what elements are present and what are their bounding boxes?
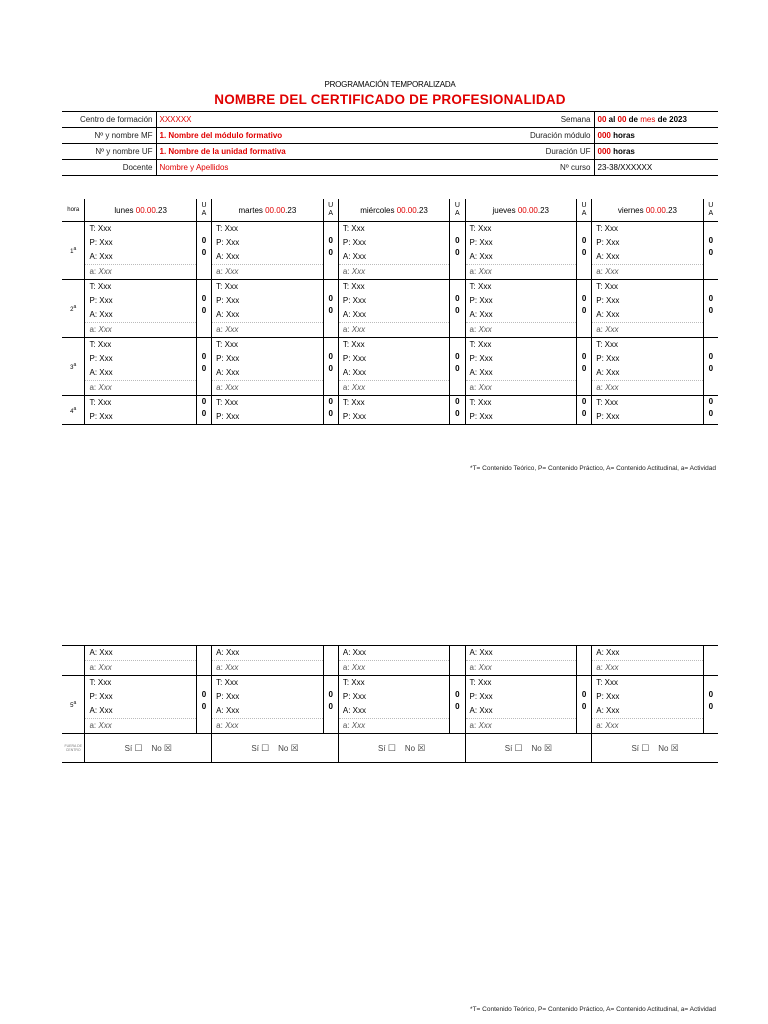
schedule-cell xyxy=(338,676,449,734)
content-t: T: Xxx xyxy=(342,282,365,291)
yes-no-cell: Sí ☐ No ☒ xyxy=(465,734,592,763)
uf-label: Nº y nombre UF xyxy=(62,144,156,160)
ua-cell: 0 0 xyxy=(708,397,714,418)
ua-cell: 0 0 xyxy=(576,222,591,280)
content-t: T: Xxx xyxy=(469,282,492,291)
ua-cell: 0 0 xyxy=(323,222,338,280)
content-t: T: Xxx xyxy=(342,224,365,233)
mf-value: 1. Nombre del módulo formativo xyxy=(156,128,466,144)
content-p: P: Xxx xyxy=(596,692,620,701)
activity-line: a: Xxx xyxy=(212,718,322,733)
activity-line: a: Xxx xyxy=(592,660,702,675)
content-a: A: Xxx xyxy=(89,310,113,319)
ua-cell: 0 0 xyxy=(196,338,211,396)
yes-checkbox[interactable]: ☐ xyxy=(514,742,523,753)
schedule-cell xyxy=(212,280,323,338)
schedule-cell xyxy=(85,338,196,396)
day-header-3: jueves 00.00.23 xyxy=(465,199,576,222)
activity-line: a: Xxx xyxy=(592,322,702,337)
no-checkbox[interactable]: ☒ xyxy=(290,742,299,753)
curso-label: Nº curso xyxy=(466,160,594,176)
content-a: A: Xxx xyxy=(342,310,366,319)
content-p: P: Xxx xyxy=(216,692,240,701)
schedule-cell xyxy=(85,222,196,280)
ua-header: U A xyxy=(703,199,718,222)
content-p: P: Xxx xyxy=(89,412,113,421)
ua-cell: 0 0 xyxy=(323,280,338,338)
content-p: P: Xxx xyxy=(469,296,493,305)
content-p: P: Xxx xyxy=(469,692,493,701)
hour-number xyxy=(62,646,85,676)
activity-line: a: Xxx xyxy=(466,660,576,675)
activity-line: a: Xxx xyxy=(212,264,322,279)
activity-line: a: Xxx xyxy=(592,380,702,395)
ua-cell: 0 0 xyxy=(196,222,211,280)
schedule-cell xyxy=(212,676,323,734)
content-t: T: Xxx xyxy=(342,398,365,407)
content-t: T: Xxx xyxy=(89,398,112,407)
schedule-row xyxy=(62,396,718,425)
content-t: T: Xxx xyxy=(342,678,365,687)
content-t: T: Xxx xyxy=(469,398,492,407)
yes-no-cell: Sí ☐ No ☒ xyxy=(85,734,212,763)
schedule-table-page2 xyxy=(62,645,718,763)
curso-value: 23-38/XXXXXX xyxy=(594,160,718,176)
ua-cell: 0 0 xyxy=(576,280,591,338)
hour-number: 1$^a$ xyxy=(62,222,85,280)
ua-header: U A xyxy=(196,199,211,222)
content-t: T: Xxx xyxy=(216,340,238,349)
ua-cell xyxy=(196,646,211,676)
schedule-cell xyxy=(592,338,703,396)
content-a: A: Xxx xyxy=(469,310,493,319)
content-p: P: Xxx xyxy=(216,238,240,247)
yes-no-cell: Sí ☐ No ☒ xyxy=(212,734,339,763)
content-a: A: Xxx xyxy=(89,368,113,377)
schedule-header-row xyxy=(62,199,718,222)
content-a: A: Xxx xyxy=(596,648,620,657)
content-p: P: Xxx xyxy=(469,238,493,247)
content-t: T: Xxx xyxy=(469,678,492,687)
hora-header: hora xyxy=(62,199,85,222)
content-p: P: Xxx xyxy=(342,238,366,247)
hour-number: 5$^a$ xyxy=(62,676,85,734)
activity-line: a: Xxx xyxy=(212,380,322,395)
schedule-cell xyxy=(338,222,449,280)
hour-number: 2$^a$ xyxy=(62,280,85,338)
content-p: P: Xxx xyxy=(596,296,620,305)
legend-page1: *T= Contenido Teórico, P= Contenido Práctico, A= Contenido Actitudinal, a= Actividad xyxy=(470,465,716,472)
activity-line: a: Xxx xyxy=(85,718,195,733)
content-a: A: Xxx xyxy=(216,706,240,715)
schedule-cell xyxy=(338,396,449,425)
content-p: P: Xxx xyxy=(216,412,240,421)
content-t: T: Xxx xyxy=(216,224,238,233)
uf-value: 1. Nombre de la unidad formativa xyxy=(156,144,466,160)
content-p: P: Xxx xyxy=(342,354,366,363)
content-a: A: Xxx xyxy=(469,706,493,715)
schedule-cell xyxy=(465,338,576,396)
schedule-cell xyxy=(85,396,196,425)
docente-value: Nombre y Apellidos xyxy=(156,160,466,176)
content-a: A: Xxx xyxy=(596,368,620,377)
semana-value: 00 al 00 de mes de 2023 xyxy=(594,112,718,128)
ua-cell: 0 0 xyxy=(450,676,465,734)
activity-line: a: Xxx xyxy=(339,718,449,733)
content-a: A: Xxx xyxy=(216,648,240,657)
duracion-uf-label: Duración UF xyxy=(466,144,594,160)
day-header-4: viernes 00.00.23 xyxy=(592,199,703,222)
activity-line: a: Xxx xyxy=(212,660,322,675)
schedule-row xyxy=(62,222,718,280)
content-t: T: Xxx xyxy=(89,224,112,233)
hour-number: 4$^a$ xyxy=(62,396,85,425)
content-p: P: Xxx xyxy=(216,296,240,305)
schedule-cell xyxy=(338,646,449,676)
content-t: T: Xxx xyxy=(596,398,619,407)
schedule-cell xyxy=(465,676,576,734)
document-supertitle: PROGRAMACIÓN TEMPORALIZADA xyxy=(324,80,456,89)
content-a: A: Xxx xyxy=(89,252,113,261)
ua-cell xyxy=(450,646,465,676)
schedule-cell xyxy=(465,396,576,425)
content-a: A: Xxx xyxy=(596,252,620,261)
ua-cell: 0 0 xyxy=(323,676,338,734)
content-t: T: Xxx xyxy=(342,340,365,349)
yes-checkbox[interactable]: ☐ xyxy=(261,742,270,753)
ua-cell: 0 0 xyxy=(196,280,211,338)
content-t: T: Xxx xyxy=(469,224,492,233)
content-t: T: Xxx xyxy=(469,340,492,349)
activity-line: a: Xxx xyxy=(339,380,449,395)
semana-label: Semana xyxy=(466,112,594,128)
centro-value: XXXXXX xyxy=(156,112,466,128)
content-a: A: Xxx xyxy=(216,310,240,319)
day-header-1: martes 00.00.23 xyxy=(212,199,323,222)
no-checkbox[interactable]: ☒ xyxy=(163,742,172,753)
schedule-cell xyxy=(465,280,576,338)
schedule-cell xyxy=(85,646,196,676)
content-a: A: Xxx xyxy=(342,368,366,377)
yes-no-cell: Sí ☐ No ☒ xyxy=(338,734,465,763)
schedule-cell xyxy=(465,646,576,676)
schedule-cell xyxy=(212,338,323,396)
fuera-centro-label: FUERA DE CENTRO xyxy=(62,734,85,763)
activity-line: a: Xxx xyxy=(466,380,576,395)
content-t: T: Xxx xyxy=(596,340,619,349)
content-a: A: Xxx xyxy=(469,252,493,261)
content-t: T: Xxx xyxy=(596,678,619,687)
content-a: A: Xxx xyxy=(342,252,366,261)
ua-cell: 0 0 xyxy=(323,396,338,425)
content-a: A: Xxx xyxy=(342,706,366,715)
day-header-0: lunes 00.00.23 xyxy=(85,199,196,222)
schedule-cell xyxy=(592,676,703,734)
ua-cell: 0 0 xyxy=(708,690,714,711)
ua-cell: 0 0 xyxy=(708,236,714,257)
no-checkbox[interactable]: ☒ xyxy=(543,742,553,753)
activity-line: a: Xxx xyxy=(85,380,195,395)
content-a: A: Xxx xyxy=(596,706,620,715)
activity-line: a: Xxx xyxy=(592,264,702,279)
schedule-table-page1 xyxy=(62,199,718,425)
no-checkbox[interactable]: ☒ xyxy=(417,742,426,753)
content-t: T: Xxx xyxy=(216,398,238,407)
content-a: A: Xxx xyxy=(596,310,620,319)
content-p: P: Xxx xyxy=(342,692,366,701)
yes-checkbox[interactable]: ☐ xyxy=(641,742,650,753)
content-t: T: Xxx xyxy=(216,282,238,291)
activity-line: a: Xxx xyxy=(85,264,195,279)
activity-line: a: Xxx xyxy=(339,264,449,279)
ua-cell: 0 0 xyxy=(576,676,591,734)
ua-header: U A xyxy=(576,199,591,222)
activity-line: a: Xxx xyxy=(339,660,449,675)
yes-no-cell: Sí ☐ No ☒ xyxy=(631,742,679,753)
duracion-uf-value: 000 horas xyxy=(594,144,718,160)
schedule-cell xyxy=(212,222,323,280)
ua-header: U A xyxy=(450,199,465,222)
centro-label: Centro de formación xyxy=(62,112,156,128)
activity-line: a: Xxx xyxy=(466,718,576,733)
duracion-modulo-value: 000 horas xyxy=(594,128,718,144)
content-p: P: Xxx xyxy=(596,354,620,363)
content-p: P: Xxx xyxy=(342,412,366,421)
ua-cell: 0 0 xyxy=(196,396,211,425)
activity-line: a: Xxx xyxy=(212,322,322,337)
content-p: P: Xxx xyxy=(342,296,366,305)
activity-line: a: Xxx xyxy=(466,264,576,279)
schedule-cell xyxy=(212,396,323,425)
schedule-row xyxy=(62,676,718,734)
content-a: A: Xxx xyxy=(216,252,240,261)
schedule-cell xyxy=(338,280,449,338)
schedule-cell xyxy=(338,338,449,396)
schedule-cell xyxy=(592,646,703,676)
content-a: A: Xxx xyxy=(469,368,493,377)
content-p: P: Xxx xyxy=(216,354,240,363)
legend-page2: *T= Contenido Teórico, P= Contenido Práctico, A= Contenido Actitudinal, a= Actividad xyxy=(470,1006,716,1013)
attendance-row xyxy=(62,734,718,763)
activity-line: a: Xxx xyxy=(592,718,702,733)
ua-cell: 0 0 xyxy=(323,338,338,396)
content-a: A: Xxx xyxy=(342,648,366,657)
activity-line: a: Xxx xyxy=(85,322,195,337)
schedule-cell xyxy=(592,222,703,280)
activity-line: a: Xxx xyxy=(339,322,449,337)
ua-cell: 0 0 xyxy=(576,338,591,396)
ua-cell: 0 0 xyxy=(450,222,465,280)
content-p: P: Xxx xyxy=(596,238,620,247)
schedule-cell xyxy=(85,676,196,734)
ua-cell: 0 0 xyxy=(708,294,714,315)
ua-cell: 0 0 xyxy=(576,396,591,425)
content-a: A: Xxx xyxy=(469,648,493,657)
content-p: P: Xxx xyxy=(469,354,493,363)
schedule-row xyxy=(62,646,718,676)
content-p: P: Xxx xyxy=(89,354,113,363)
mf-label: Nº y nombre MF xyxy=(62,128,156,144)
schedule-cell xyxy=(465,222,576,280)
ua-cell xyxy=(576,646,591,676)
content-p: P: Xxx xyxy=(89,692,113,701)
activity-line: a: Xxx xyxy=(466,322,576,337)
content-p: P: Xxx xyxy=(469,412,493,421)
no-checkbox[interactable]: ☒ xyxy=(670,742,679,753)
content-t: T: Xxx xyxy=(89,282,112,291)
content-p: P: Xxx xyxy=(89,296,113,305)
content-a: A: Xxx xyxy=(89,648,113,657)
schedule-cell xyxy=(212,646,323,676)
ua-cell xyxy=(323,646,338,676)
content-p: P: Xxx xyxy=(89,238,113,247)
content-t: T: Xxx xyxy=(89,340,112,349)
content-a: A: Xxx xyxy=(216,368,240,377)
schedule-row xyxy=(62,280,718,338)
yes-checkbox[interactable]: ☐ xyxy=(134,742,143,753)
hour-number: 3$^a$ xyxy=(62,338,85,396)
day-header-2: miércoles 00.00.23 xyxy=(338,199,449,222)
ua-cell: 0 0 xyxy=(450,280,465,338)
ua-cell: 0 0 xyxy=(450,338,465,396)
course-info-table xyxy=(62,111,718,176)
document-title: NOMBRE DEL CERTIFICADO DE PROFESIONALIDAD xyxy=(214,92,566,107)
ua-cell: 0 0 xyxy=(196,676,211,734)
schedule-cell xyxy=(592,396,703,425)
content-t: T: Xxx xyxy=(216,678,238,687)
ua-cell xyxy=(703,646,718,676)
activity-line: a: Xxx xyxy=(85,660,195,675)
schedule-cell xyxy=(592,280,703,338)
schedule-cell xyxy=(85,280,196,338)
schedule-row xyxy=(62,338,718,396)
ua-cell: 0 0 xyxy=(708,352,714,373)
content-a: A: Xxx xyxy=(89,706,113,715)
content-p: P: Xxx xyxy=(596,412,620,421)
docente-label: Docente xyxy=(62,160,156,176)
content-t: T: Xxx xyxy=(89,678,112,687)
duracion-modulo-label: Duración módulo xyxy=(466,128,594,144)
ua-header: U A xyxy=(323,199,338,222)
content-t: T: Xxx xyxy=(596,282,619,291)
ua-cell: 0 0 xyxy=(450,396,465,425)
yes-checkbox[interactable]: ☐ xyxy=(387,742,396,753)
content-t: T: Xxx xyxy=(596,224,619,233)
